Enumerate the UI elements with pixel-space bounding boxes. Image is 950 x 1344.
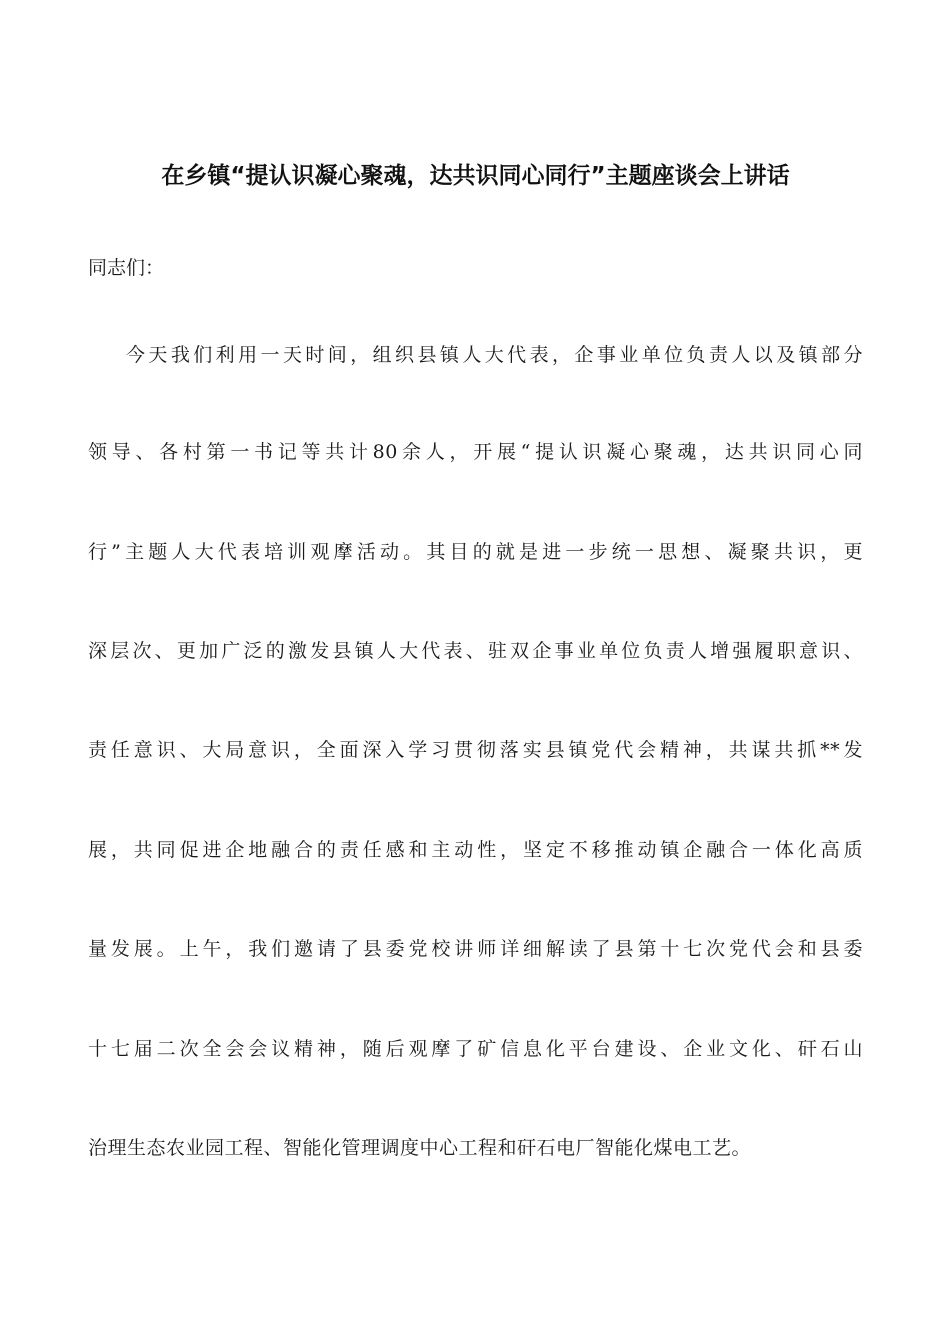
paragraph-line: 治理生态农业园工程、智能化管理调度中心工程和矸石电厂智能化煤电工艺。	[88, 1137, 752, 1159]
paragraph-line: 责任意识、大局意识，全面深入学习贯彻落实县镇党代会精神，共谋共抓**发	[88, 739, 863, 761]
salutation: 同志们：	[88, 257, 165, 279]
paragraph-line: 领导、各村第一书记等共计80余人，开展“提认识凝心聚魂，达共识同心同	[88, 441, 863, 463]
paragraph-line: 量发展。上午，我们邀请了县委党校讲师详细解读了县第十七次党代会和县委	[88, 938, 863, 960]
document-title: 在乡镇“提认识凝心聚魂，达共识同心同行”主题座谈会上讲话	[161, 163, 790, 189]
paragraph-line: 深层次、更加广泛的激发县镇人大代表、驻双企事业单位负责人增强履职意识、	[88, 640, 863, 662]
paragraph-line: 展，共同促进企地融合的责任感和主动性，坚定不移推动镇企融合一体化高质	[88, 839, 863, 861]
paragraph-line: 行”主题人大代表培训观摩活动。其目的就是进一步统一思想、凝聚共识，更	[88, 541, 863, 563]
paragraph-line: 十七届二次全会会议精神，随后观摩了矿信息化平台建设、企业文化、矸石山	[88, 1038, 863, 1060]
paragraph-line: 今天我们利用一天时间，组织县镇人大代表，企事业单位负责人以及镇部分	[126, 344, 863, 366]
